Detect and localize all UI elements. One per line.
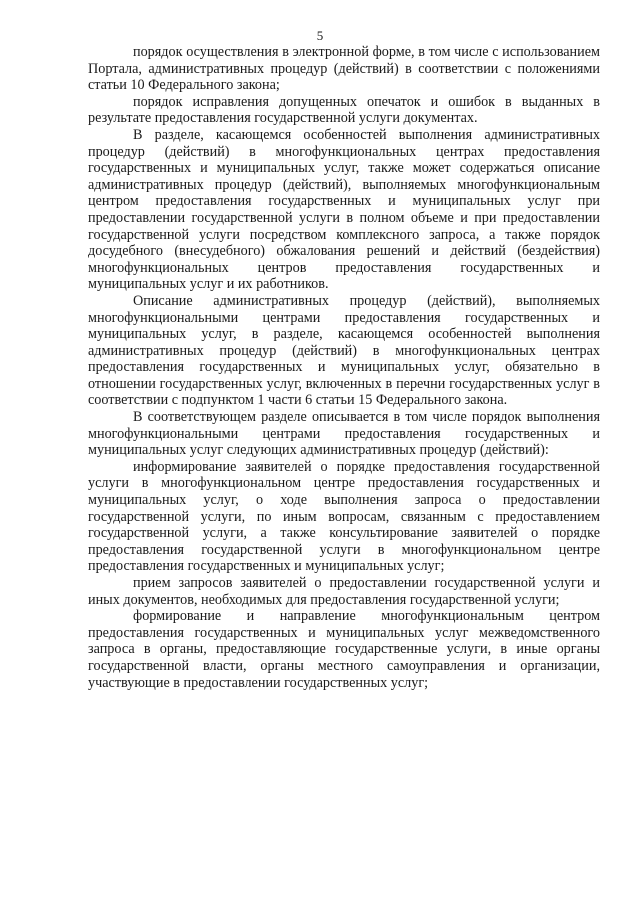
paragraph-mfc-section: В разделе, касающемся особенностей выполнения административных процедур (действий) в многофункциональных центрах предоставления государственных и муниципальных услуг, также может содержаться описание административных процедур (действий), выполняемых многофункциональным центром предоставления государственных и муниципальных услуг при предоставлении государственной услуги в полном объеме и при предоставлении государственной услуги посредством комплексного запроса, а также порядок досудебного (внесудебного) обжалования решений и действий (бездействия) многофункциональных центров предоставления государственных и муниципальных услуг и их работников. (88, 126, 600, 293)
page-number: 5 (316, 28, 324, 43)
paragraph-accepting-requests: прием запросов заявителей о предоставлении государственной услуги и иных документов, необходимых для предоставления государственной услуги; (88, 575, 600, 608)
paragraph-error-correction: порядок исправления допущенных опечаток и ошибок в выданных в результате предоставления государственной услуги документах. (88, 93, 600, 127)
paragraph-mfc-procedures-intro: В соответствующем разделе описывается в том числе порядок выполнения многофункциональными центрами предоставления государственных и муниципальных услуг следующих административных процедур (действий): (88, 409, 600, 459)
paragraph-mfc-description: Описание административных процедур (действий), выполняемых многофункциональными центрами предоставления государственных и муниципальных услуг, в разделе, касающемся особенностей выполнения административных процедур (действий) в многофункциональных центрах предоставления государственных и муниципальных услуг, обязательно в отношении государственных услуг, включенных в перечни государственных услуг в соответствии с подпунктом 1 части 6 статьи 15 Федерального закона. (88, 292, 600, 409)
document-body (88, 44, 600, 691)
paragraph-electronic-procedures: порядок осуществления в электронной форме, в том числе с использованием Портала, административных процедур (действий) в соответствии с положениями статьи 10 Федерального закона; (88, 44, 600, 94)
paragraph-interagency-requests: формирование и направление многофункциональным центром предоставления государственных и муниципальных услуг межведомственного запроса в органы, предоставляющие государственные услуги, в иные органы государственной власти, органы местного самоуправления и организации, участвующие в предоставлении государственных услуг; (88, 608, 600, 691)
paragraph-informing: информирование заявителей о порядке предоставления государственной услуги в многофункциональном центре предоставления государственных и муниципальных услуг, о ходе выполнения запроса о предоставлении государственной услуги, по иным вопросам, связанным с предоставлением государственной услуги, а также консультирование заявителей о порядке предоставления государственной услуги в многофункциональном центре предоставления государственных и муниципальных услуг; (88, 458, 600, 575)
